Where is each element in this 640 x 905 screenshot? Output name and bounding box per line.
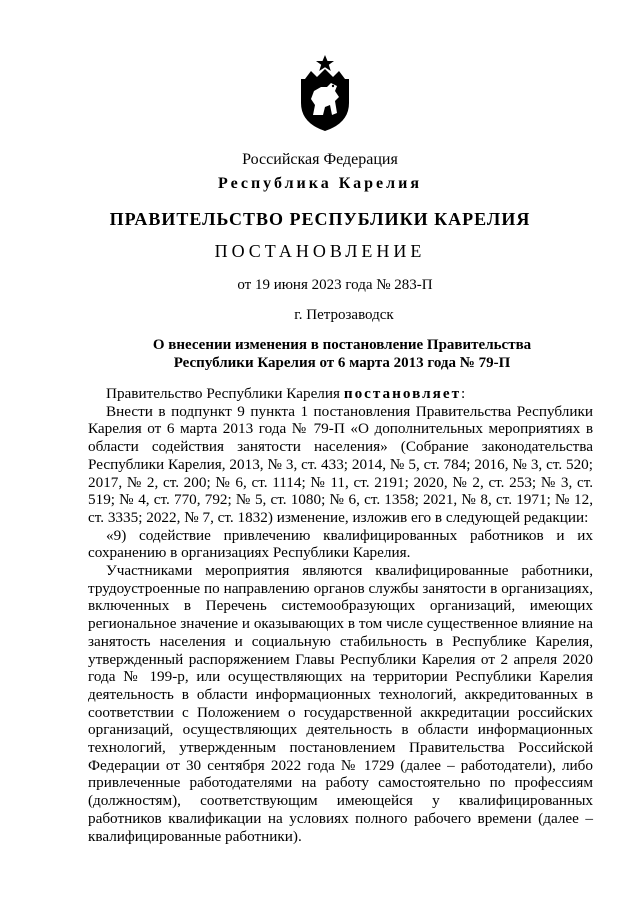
subject-line-2: Республики Карелия от 6 марта 2013 года № 79-П (173, 355, 511, 371)
preamble-colon: : (461, 385, 466, 402)
document-body (88, 385, 593, 845)
document-subject (0, 336, 640, 372)
document-type: ПОСТАНОВЛЕНИЕ (214, 241, 426, 261)
preamble-text: Правительство Республики Карелия (106, 385, 344, 402)
subject-line-1: О внесении изменения в постановление Правительства (152, 337, 532, 353)
paragraph-amendment: Внести в подпункт 9 пункта 1 постановления Правительства Республики Карелия от 6 марта 2013 года № 79-П «О дополнительных мероприятиях в области содействия занятости населения» (Собрание законодательства Республики Карелия, 2013, № 3, ст. 433; 2014, № 5, ст. 784; 2016, № 3, ст. 520; 2017, № 2, ст. 200; № 6, ст. 1114; № 11, ст. 2191; 2020, № 2, ст. 253; № 3, ст. 519; № 4, ст. 770, 792; № 5, ст. 1080; № 6, ст. 1358; 2021, № 8, ст. 1971; № 12, ст. 3335; 2022, № 7, ст. 1832) изменение, изложив его в следующей редакции: (88, 402, 593, 526)
government-title: ПРАВИТЕЛЬСТВО РЕСПУБЛИКИ КАРЕЛИЯ (109, 209, 531, 229)
karelia-emblem-icon (297, 53, 353, 133)
paragraph-participants: Участниками мероприятия являются квалифицированные работники, трудоустроенные по направлению органов службы занятости в организациях, включенных в Перечень системообразующих организаций, имеющих региональное значение и оказывающих в том числе существенное влияние на занятость населения и социальную стабильность в Республике Карелия, утвержденный распоряжением Главы Республики Карелия от 2 апреля 2020 года № 199-р, или осуществляющих на территории Республики Карелия деятельность в области информационных технологий, аккредитованных в соответствии с Положением о государственной аккредитации российских организаций, осуществляющих деятельность в области информационных технологий, утвержденным постановлением Правительства Российской Федерации от 30 сентября 2022 года № 1729 (далее – работодатели), либо привлеченные работодателями на работу самостоятельно по профессиям (должностям), соответствующим имеющейся у квалифицированных работников квалификации на условиях полного рабочего времени (далее – квалифицированные работники). (88, 562, 593, 845)
preamble-keyword: постановляет (343, 385, 462, 402)
date-and-number: от 19 июня 2023 года № 283-П (237, 277, 433, 293)
coat-of-arms-emblem (297, 53, 353, 133)
country-name: Российская Федерация (242, 151, 398, 168)
paragraph-new-wording: «9) содействие привлечению квалифицированных работников и их сохранению в организациях Республики Карелия. (88, 526, 593, 562)
city-name: г. Петрозаводск (294, 307, 394, 323)
republic-name: Республика Карелия (218, 175, 422, 192)
paragraph-preamble (88, 385, 593, 403)
